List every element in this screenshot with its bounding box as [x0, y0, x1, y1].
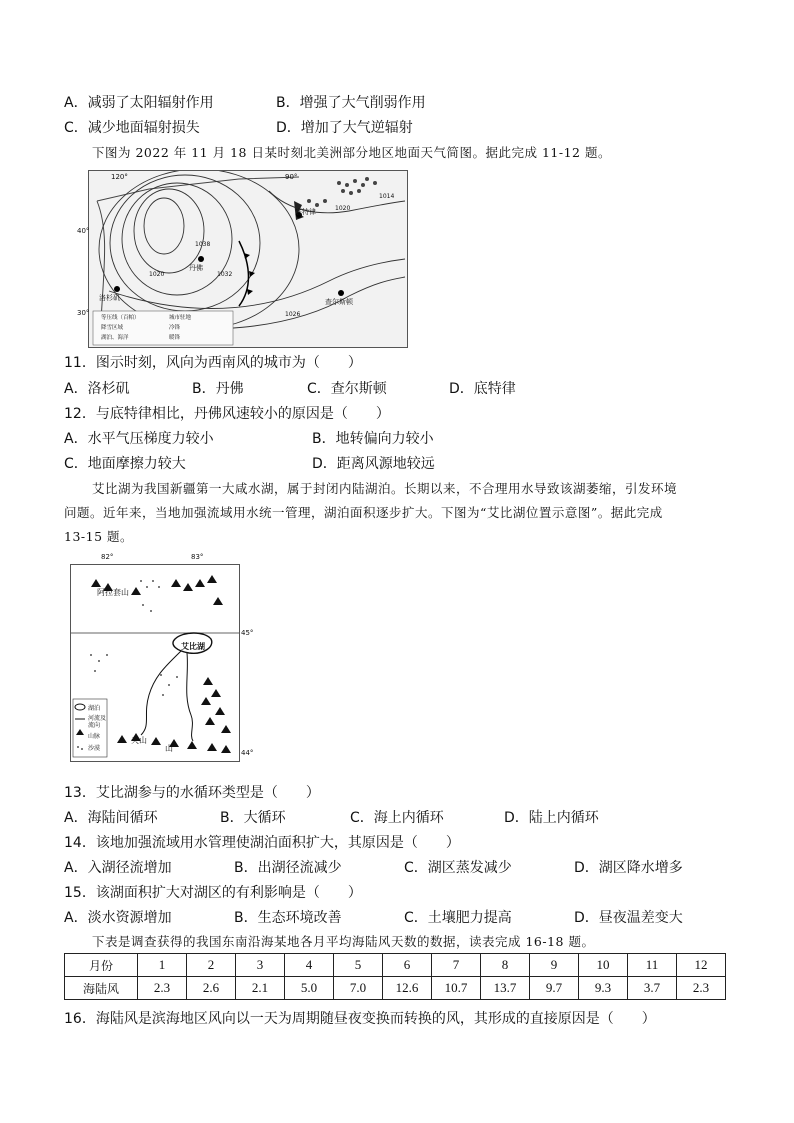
q12-option-a: A．水平气压梯度力较小: [64, 431, 214, 447]
ebinur-map-figure: [70, 553, 254, 762]
weather-map-figure: [77, 170, 408, 348]
q11-stem: 11．图示时刻，风向为西南风的城市为（ ）: [64, 355, 362, 371]
map1-lat-30: 30°: [77, 309, 90, 317]
city-los-angeles: [114, 286, 120, 292]
q14-stem: 14．该地加强流域用水管理使湖泊面积扩大，其原因是（ ）: [64, 835, 460, 851]
map1-city-label-charleston: 查尔斯顿: [325, 298, 353, 306]
map2-legend-lake: 湖泊: [88, 705, 101, 712]
map1-legend-lake: 湖泊、海洋: [101, 335, 129, 341]
map1-city-label-la: 洛杉矶: [99, 294, 120, 302]
q11-option-a: A．洛杉矶: [64, 381, 130, 397]
table-cell: 3.7: [628, 977, 677, 1000]
q15-option-d: D．昼夜温差变大: [574, 910, 683, 926]
table-cell: 5: [334, 954, 383, 977]
q16-stem: 16．海陆风是滨海地区风向以一天为周期随昼夜变换而转换的风，其形成的直接原因是（ ）: [64, 1011, 656, 1027]
q15-option-a: A．淡水资源增加: [64, 910, 172, 926]
table-cell: 5.0: [285, 977, 334, 1000]
table-header-breeze: 海陆风: [65, 977, 138, 1000]
isobar-label-1014: 1014: [379, 193, 395, 200]
city-charleston: [338, 290, 344, 296]
map1-lon-120: 120°: [111, 173, 128, 181]
map2-lat-45: 45°: [241, 629, 254, 637]
table-cell: 11: [628, 954, 677, 977]
map1-legend-city: 城市驻地: [169, 315, 192, 321]
q15-option-c: C．土壤肥力提高: [404, 910, 512, 926]
table-cell: 9.7: [530, 977, 579, 1000]
map2-alatau-label: 阿拉套山: [97, 588, 129, 597]
map2-legend-desert: 沙漠: [88, 745, 101, 752]
q14-option-b: B．出湖径流减少: [234, 860, 342, 876]
map2-lon-83: 83°: [191, 553, 204, 561]
q11-option-c: C．查尔斯顿: [307, 381, 387, 397]
sea-land-breeze-table: [64, 953, 726, 1000]
q11-option-b: B．丹佛: [192, 381, 244, 397]
map2-lat-44: 44°: [241, 749, 254, 757]
table-cell: 8: [481, 954, 530, 977]
isobar-label-1026: 1026: [285, 311, 301, 318]
table-cell: 12.6: [383, 977, 432, 1000]
q12-option-b: B．地转偏向力较小: [312, 431, 434, 447]
table-cell: 13.7: [481, 977, 530, 1000]
q13-option-b: B．大循环: [220, 810, 286, 826]
map1-legend-warm-front: 暖锋: [169, 335, 181, 341]
isobar-label-1032: 1032: [217, 271, 233, 278]
table-cell: 2.1: [236, 977, 285, 1000]
city-denver: [198, 256, 204, 262]
table-header-month: 月份: [65, 954, 138, 977]
intro-13-15-line1: 艾比湖为我国新疆第一大咸水湖，属于封闭内陆湖泊。长期以来，不合理用水导致该湖萎缩，引发环境: [92, 481, 678, 496]
q15-option-b: B．生态环境改善: [234, 910, 342, 926]
table-cell: 1: [138, 954, 187, 977]
map2-lake-label: 艾比湖: [181, 642, 205, 651]
table-cell: 10.7: [432, 977, 481, 1000]
isobar-label-1038: 1038: [195, 241, 211, 248]
table-row-months: [65, 954, 726, 977]
table-cell: 3: [236, 954, 285, 977]
table-cell: 10: [579, 954, 628, 977]
map1-city-label-denver: 丹佛: [189, 264, 203, 272]
table-cell: 2.3: [677, 977, 726, 1000]
intro-13-15-line2: 问题。近年来，当地加强流域用水统一管理，湖泊面积逐步扩大。下图为“艾比湖位置示意图”。据此完成: [64, 505, 663, 520]
table-cell: 2.6: [187, 977, 236, 1000]
map1-city-label-detroit: 底特律: [295, 208, 316, 216]
intro-13-15-line3: 13-15 题。: [64, 529, 134, 544]
map2-legend-mountain: 山脉: [88, 733, 101, 740]
q10-option-b: B．增强了大气削弱作用: [276, 95, 426, 111]
q12-stem: 12．与底特律相比，丹佛风速较小的原因是（ ）: [64, 406, 390, 422]
q13-option-a: A．海陆间循环: [64, 810, 158, 826]
q12-option-c: C．地面摩擦力较大: [64, 456, 186, 472]
table-cell: 2: [187, 954, 236, 977]
map1-lat-40: 40°: [77, 227, 90, 235]
table-cell: 7: [432, 954, 481, 977]
q12-option-d: D．距离风源地较远: [312, 456, 435, 472]
q14-option-c: C．湖区蒸发减少: [404, 860, 512, 876]
map1-lon-90: 90°: [285, 173, 298, 181]
q10-option-d: D．增加了大气逆辐射: [276, 120, 413, 136]
table-cell: 6: [383, 954, 432, 977]
map2-lon-82: 82°: [101, 553, 114, 561]
map2-shan-label: 山: [165, 744, 173, 753]
intro-11-12: 下图为 2022 年 11 月 18 日某时刻北美洲部分地区地面天气简图。据此完成 11-12 题。: [92, 145, 611, 160]
table-cell: 4: [285, 954, 334, 977]
q10-option-c: C．减少地面辐射损失: [64, 120, 200, 136]
map1-legend-isobar: 等压线（百帕）: [101, 315, 140, 321]
table-cell: 9.3: [579, 977, 628, 1000]
isobar-label-1020-east: 1020: [335, 205, 351, 212]
q11-option-d: D．底特律: [449, 381, 516, 397]
intro-16-18: 下表是调查获得的我国东南沿海某地各月平均海陆风天数的数据，读表完成 16-18 题。: [92, 934, 595, 949]
q10-option-a: A．减弱了太阳辐射作用: [64, 95, 214, 111]
table-cell: 12: [677, 954, 726, 977]
map1-legend-snow: 降雪区域: [101, 325, 124, 331]
isobar-label-1020-west: 1020: [149, 271, 165, 278]
table-cell: 2.3: [138, 977, 187, 1000]
q14-option-d: D．湖区降水增多: [574, 860, 683, 876]
map2-legend-river: 河流及流向: [88, 715, 107, 729]
table-row-values: [65, 977, 726, 1000]
q13-option-d: D．陆上内循环: [504, 810, 599, 826]
q14-option-a: A．入湖径流增加: [64, 860, 172, 876]
q13-option-c: C．海上内循环: [350, 810, 444, 826]
table-cell: 9: [530, 954, 579, 977]
map1-legend-cold-front: 冷锋: [169, 325, 181, 331]
q13-stem: 13．艾比湖参与的水循环类型是（ ）: [64, 785, 320, 801]
map2-tianshan-label: 天山: [131, 736, 147, 745]
table-cell: 7.0: [334, 977, 383, 1000]
q15-stem: 15．该湖面积扩大对湖区的有利影响是（ ）: [64, 885, 362, 901]
